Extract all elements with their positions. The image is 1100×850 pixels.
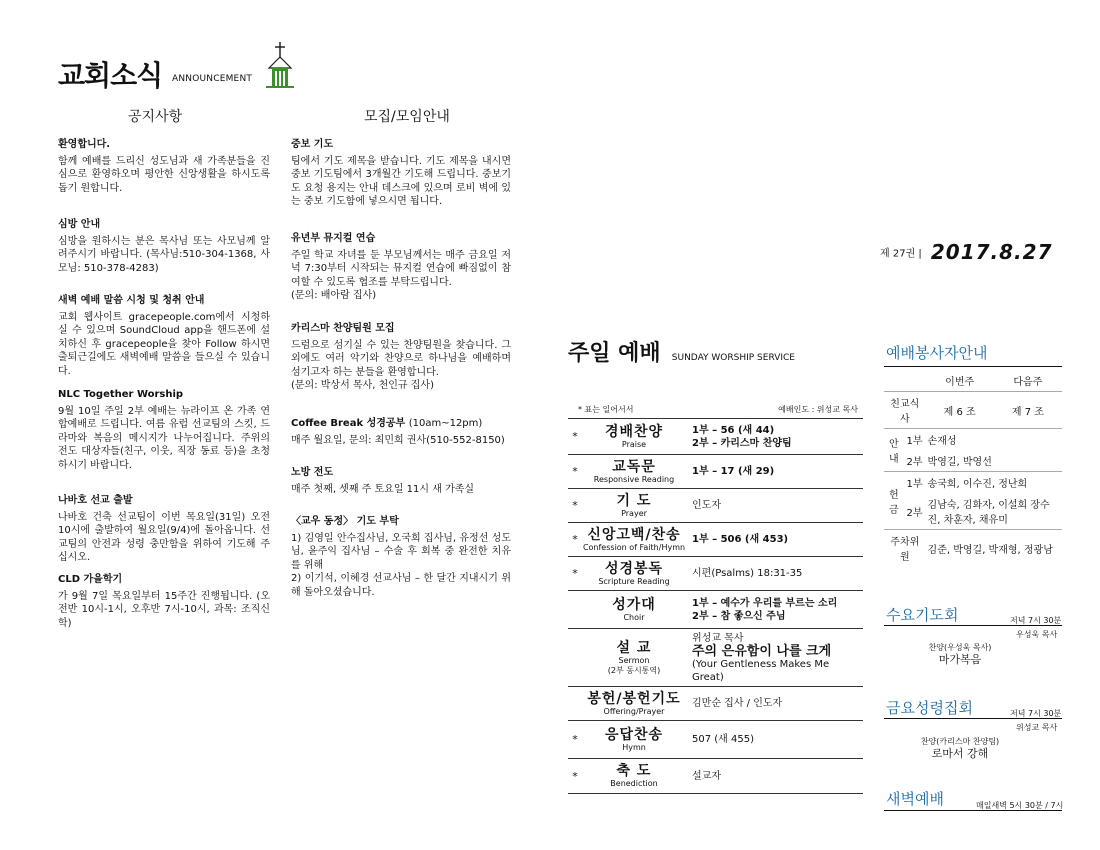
order-row-hymn: * 응답찬송 Hymn 507 (새 455) (568, 720, 863, 758)
order-row-praise: * 경배찬양 Praise 1부 – 56 (새 44) 2부 – 카리스마 찬양팀 (568, 418, 863, 454)
order-row-sermon: 설 교 Sermon (2부 동시통역) 위성교 목사 주의 은유함이 나를 크게 (Your Gentleness Makes Me Great) (568, 628, 863, 686)
service-row-offering-1: 헌금 1부 송국희, 이수진, 정난희 (884, 472, 1062, 494)
friday-title: 금요성령집회 (886, 699, 973, 717)
issue-date: 2017.8.27 (930, 240, 1053, 264)
notice-cld: CLD 가을학기 가 9월 7일 목요일부터 15주간 진행됩니다. (오전반 10시-1시, 오후반 7시-10시, 과목: 조직신학) (58, 574, 270, 629)
wednesday-time: 저녁 7시 30분 (1010, 616, 1062, 625)
service-volunteers-table (884, 370, 1062, 566)
order-row-benediction: * 축 도 Benediction 설교자 (568, 758, 863, 794)
worship-order (568, 418, 863, 794)
recruit-intercession: 중보 기도 팀에서 기도 제목을 받습니다. 기도 제목을 내시면 중보 기도팀에서 3개월간 기도해 드립니다. 중보기도 요청 용지는 안내 데스크에 있으며 로비 벽에 있는 중보 기도함에 넣으시면 됩니다. (291, 139, 511, 207)
recruit-prayer-request: 〈교우 동정〉 기도 부탁 1) 김영일 안수집사님, 오국희 집사님, 유정선 성도님, 윤주익 집사님 – 수술 후 회복 중 완전한 치유를 위해 2) 이기석, 이혜경 선교사님 – 한 달간 지내시기 위해 돌아오셨습니다. (291, 516, 511, 598)
order-row-choir: 성가대 Choir 1부 – 예수가 우리를 부르는 소리 2부 – 참 좋으신 주님 (568, 590, 863, 628)
service-row-guide-2: 2부 박영길, 박영선 (906, 457, 992, 468)
worship-meta (578, 404, 858, 415)
notice-dawn-sermon: 새벽 예배 말씀 시청 및 청취 안내 교회 웹사이트 gracepeople.com에서 시청하실 수 있으며 SoundCloud app을 핸드폰에 설치하신 후 gracepeople을 찾아 Follow 하시면 출퇴근길에도 새벽예배 말씀을 들으실 수 있습니다. (58, 295, 270, 377)
standing-note: * 표는 일어서서 (578, 405, 634, 414)
service-row-fellowship: 친교식사 제 6 조 제 7 조 (884, 392, 1062, 429)
wednesday-title: 수요기도회 (886, 606, 959, 624)
notice-navajo-mission: 나바호 선교 출발 나바호 건축 선교팀이 이번 목요일(31일) 오전 10시에 출발하여 월요일(9/4)에 돌아옵니다. 선교팀의 안전과 성령 충만함을 위하여 기도해 주십시오. (58, 495, 270, 563)
page-subtitle: ANNOUNCEMENT (172, 74, 253, 84)
church-icon (263, 40, 297, 90)
notice-visit: 심방 안내 심방을 원하시는 분은 목사님 또는 사모님께 알려주시기 바랍니다. (목사님:510-304-1368, 사모님: 510-378-4283) (58, 219, 270, 274)
service-title-rule (884, 366, 1062, 367)
order-row-scripture: * 성경봉독 Scripture Reading 시편(Psalms) 18:31-35 (568, 556, 863, 590)
service-row-guide-1: 안내 1부 손재성 (884, 429, 1062, 451)
notice-heading: 공지사항 (128, 109, 183, 125)
order-row-prayer: * 기 도 Prayer 인도자 (568, 488, 863, 522)
service-volunteers-title: 예배봉사자안내 (886, 344, 988, 362)
service-row-parking: 주차위원 김준, 박영길, 박재형, 정광남 (884, 530, 1062, 567)
announcement-header (58, 40, 298, 92)
friday-time: 저녁 7시 30분 (1010, 709, 1062, 718)
issue-info (880, 240, 1052, 264)
worship-title: 주일 예배 SUNDAY WORSHIP SERVICE (568, 341, 795, 366)
recruit-heading: 모집/모임안내 (364, 109, 450, 125)
dawn-time: 매일새벽 5시 30분 / 7시 (976, 801, 1064, 810)
friday-pastor: 위성교 목사 (1016, 723, 1058, 732)
wednesday-details: 찬양(우성욱 목사) 마가복음 (928, 643, 992, 666)
order-row-confession: * 신앙고백/찬송 Confession of Faith/Hymn 1부 – 506 (새 453) (568, 522, 863, 556)
wednesday-pastor: 우성욱 목사 (1016, 630, 1058, 639)
service-row-offering-2: 2부 김남숙, 김화자, 이설희 장수진, 차훈자, 채유미 (906, 500, 1050, 526)
recruit-charisma-team: 카리스마 찬양팀원 모집 드럼으로 섬기실 수 있는 찬양팀원을 찾습니다. 그 외에도 여러 악기와 찬양으로 하나님을 예배하며 섬기고자 하는 분들을 환영합니다. (문의: 박상서 목사, 천인규 집사) (291, 323, 511, 391)
page-title: 교회소식 (58, 59, 163, 92)
issue-volume: 제 27권 | (880, 248, 922, 260)
recruit-musical: 유년부 뮤지컬 연습 주일 학교 자녀를 둔 부모님께서는 매주 금요일 저녁 7:30부터 시작되는 뮤지컬 연습에 빠짐없이 참여할 수 있도록 협조를 부탁드립니다. (문의: 배아람 집사) (291, 233, 511, 301)
order-row-offering: 봉헌/봉헌기도 Offering/Prayer 김만순 집사 / 인도자 (568, 686, 863, 720)
notice-nlc-worship: NLC Together Worship 9월 10일 주일 2부 예배는 뉴라이프 온 가족 연합예배로 드립니다. 여름 유럽 선교팀의 스킷, 드라마와 복음의 메시지가 나누어집니다. 주위의 전도 대상자들(친구, 이웃, 직장 동료 등)을 초청하시기 바랍니다. (58, 389, 270, 471)
service-header-row: 이번주 다음주 (945, 377, 1043, 388)
recruit-street-evangelism: 노방 전도 매주 첫째, 셋째 주 토요일 11시 새 가족실 (291, 467, 475, 495)
recruit-coffee-break: Coffee Break 성경공부 (10am~12pm) 매주 월요일, 문의: 최민희 권사(510-552-8150) (291, 418, 505, 446)
worship-leader: 예배인도 : 위성교 목사 (778, 405, 858, 414)
notice-welcome: 환영합니다. 함께 예배를 드리신 성도님과 새 가족분들을 진심으로 환영하오며 평안한 신앙생활을 하시도록 돕기 원합니다. (58, 139, 270, 194)
dawn-title: 새벽예배 (886, 790, 944, 808)
friday-details: 찬양(카리스마 찬양팀) 로마서 강해 (920, 737, 1000, 760)
order-row-responsive: * 교독문 Responsive Reading 1부 – 17 (새 29) (568, 454, 863, 488)
